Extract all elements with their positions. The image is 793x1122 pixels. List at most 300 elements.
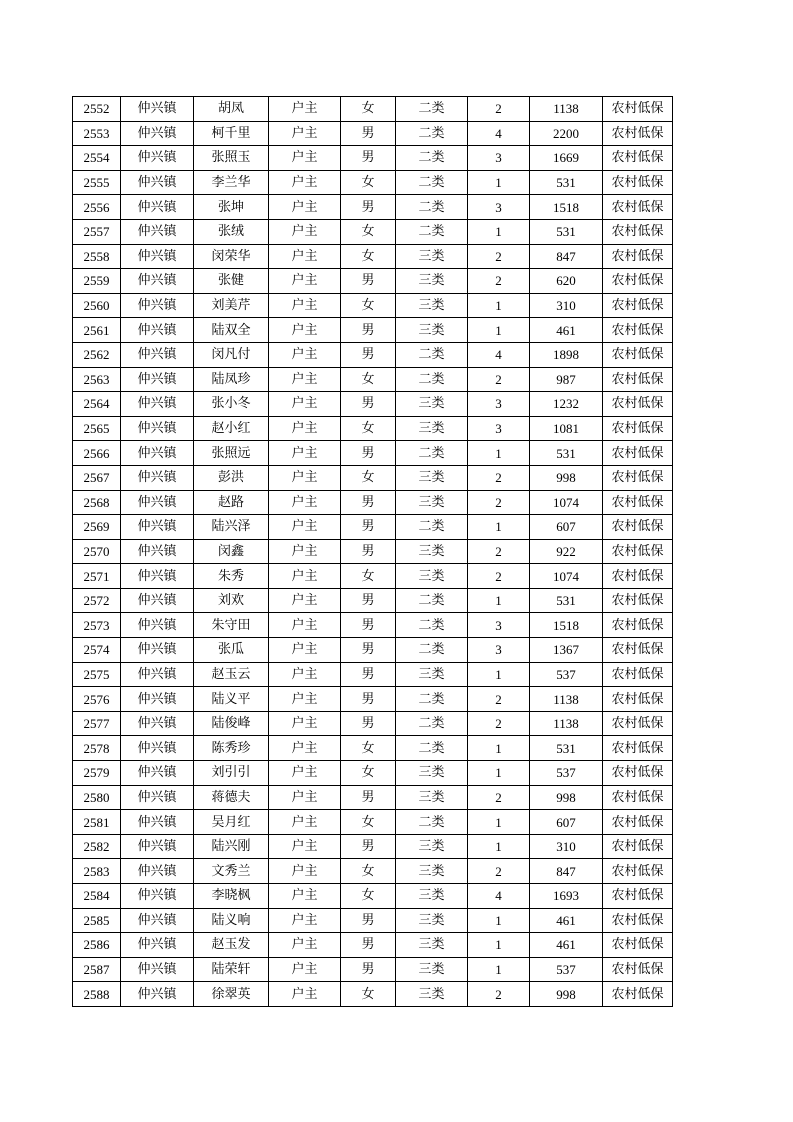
town-cell: 仲兴镇 <box>121 711 194 736</box>
assistance-type-cell: 农村低保 <box>603 392 673 417</box>
gender-cell: 女 <box>341 736 396 761</box>
name-cell: 陆荣轩 <box>194 957 269 982</box>
relation-cell: 户主 <box>269 908 341 933</box>
gender-cell: 男 <box>341 490 396 515</box>
table-row <box>73 367 673 392</box>
town-cell: 仲兴镇 <box>121 318 194 343</box>
town-cell: 仲兴镇 <box>121 982 194 1007</box>
name-cell: 张小冬 <box>194 392 269 417</box>
household-size-cell: 3 <box>468 638 530 663</box>
row-number-cell: 2566 <box>73 441 121 466</box>
amount-cell: 537 <box>530 662 603 687</box>
town-cell: 仲兴镇 <box>121 638 194 663</box>
assistance-type-cell: 农村低保 <box>603 342 673 367</box>
household-size-cell: 4 <box>468 884 530 909</box>
row-number-cell: 2556 <box>73 195 121 220</box>
name-cell: 胡凤 <box>194 97 269 122</box>
row-number-cell: 2565 <box>73 416 121 441</box>
household-size-cell: 1 <box>468 318 530 343</box>
name-cell: 彭洪 <box>194 465 269 490</box>
category-cell: 二类 <box>396 515 468 540</box>
town-cell: 仲兴镇 <box>121 392 194 417</box>
household-size-cell: 1 <box>468 441 530 466</box>
town-cell: 仲兴镇 <box>121 588 194 613</box>
relation-cell: 户主 <box>269 613 341 638</box>
row-number-cell: 2554 <box>73 146 121 171</box>
relation-cell: 户主 <box>269 219 341 244</box>
assistance-type-cell: 农村低保 <box>603 588 673 613</box>
name-cell: 陆兴泽 <box>194 515 269 540</box>
category-cell: 三类 <box>396 957 468 982</box>
assistance-type-cell: 农村低保 <box>603 539 673 564</box>
category-cell: 三类 <box>396 884 468 909</box>
row-number-cell: 2580 <box>73 785 121 810</box>
gender-cell: 女 <box>341 465 396 490</box>
gender-cell: 女 <box>341 564 396 589</box>
household-size-cell: 3 <box>468 416 530 441</box>
row-number-cell: 2588 <box>73 982 121 1007</box>
town-cell: 仲兴镇 <box>121 884 194 909</box>
category-cell: 二类 <box>396 97 468 122</box>
assistance-type-cell: 农村低保 <box>603 219 673 244</box>
household-size-cell: 3 <box>468 146 530 171</box>
row-number-cell: 2555 <box>73 170 121 195</box>
household-size-cell: 4 <box>468 342 530 367</box>
town-cell: 仲兴镇 <box>121 662 194 687</box>
amount-cell: 461 <box>530 933 603 958</box>
category-cell: 三类 <box>396 859 468 884</box>
town-cell: 仲兴镇 <box>121 933 194 958</box>
assistance-type-cell: 农村低保 <box>603 687 673 712</box>
table-row <box>73 539 673 564</box>
amount-cell: 1669 <box>530 146 603 171</box>
row-number-cell: 2587 <box>73 957 121 982</box>
household-size-cell: 2 <box>468 859 530 884</box>
category-cell: 三类 <box>396 539 468 564</box>
gender-cell: 女 <box>341 416 396 441</box>
category-cell: 二类 <box>396 219 468 244</box>
table-row <box>73 711 673 736</box>
table-row <box>73 293 673 318</box>
relation-cell: 户主 <box>269 785 341 810</box>
town-cell: 仲兴镇 <box>121 908 194 933</box>
name-cell: 朱秀 <box>194 564 269 589</box>
table-row <box>73 465 673 490</box>
table-row <box>73 490 673 515</box>
assistance-type-cell: 农村低保 <box>603 638 673 663</box>
household-size-cell: 1 <box>468 736 530 761</box>
name-cell: 刘美芹 <box>194 293 269 318</box>
table-row <box>73 834 673 859</box>
row-number-cell: 2573 <box>73 613 121 638</box>
household-size-cell: 2 <box>468 785 530 810</box>
assistance-type-cell: 农村低保 <box>603 293 673 318</box>
table-row <box>73 170 673 195</box>
category-cell: 三类 <box>396 761 468 786</box>
relation-cell: 户主 <box>269 588 341 613</box>
assistance-type-cell: 农村低保 <box>603 785 673 810</box>
amount-cell: 1138 <box>530 97 603 122</box>
row-number-cell: 2571 <box>73 564 121 589</box>
amount-cell: 998 <box>530 982 603 1007</box>
category-cell: 三类 <box>396 908 468 933</box>
category-cell: 二类 <box>396 146 468 171</box>
relation-cell: 户主 <box>269 318 341 343</box>
household-size-cell: 1 <box>468 588 530 613</box>
category-cell: 三类 <box>396 933 468 958</box>
category-cell: 二类 <box>396 613 468 638</box>
assistance-type-cell: 农村低保 <box>603 859 673 884</box>
name-cell: 张瓜 <box>194 638 269 663</box>
row-number-cell: 2558 <box>73 244 121 269</box>
relation-cell: 户主 <box>269 170 341 195</box>
row-number-cell: 2557 <box>73 219 121 244</box>
name-cell: 张健 <box>194 269 269 294</box>
name-cell: 文秀兰 <box>194 859 269 884</box>
relation-cell: 户主 <box>269 490 341 515</box>
relation-cell: 户主 <box>269 711 341 736</box>
amount-cell: 847 <box>530 244 603 269</box>
category-cell: 二类 <box>396 736 468 761</box>
amount-cell: 1693 <box>530 884 603 909</box>
assistance-type-cell: 农村低保 <box>603 269 673 294</box>
town-cell: 仲兴镇 <box>121 146 194 171</box>
amount-cell: 987 <box>530 367 603 392</box>
row-number-cell: 2564 <box>73 392 121 417</box>
household-size-cell: 1 <box>468 908 530 933</box>
assistance-type-cell: 农村低保 <box>603 736 673 761</box>
amount-cell: 1518 <box>530 613 603 638</box>
table-row <box>73 219 673 244</box>
row-number-cell: 2582 <box>73 834 121 859</box>
household-size-cell: 2 <box>468 490 530 515</box>
amount-cell: 1898 <box>530 342 603 367</box>
amount-cell: 531 <box>530 736 603 761</box>
gender-cell: 男 <box>341 515 396 540</box>
amount-cell: 531 <box>530 588 603 613</box>
assistance-type-cell: 农村低保 <box>603 810 673 835</box>
category-cell: 三类 <box>396 392 468 417</box>
table-row <box>73 121 673 146</box>
category-cell: 二类 <box>396 711 468 736</box>
assistance-type-cell: 农村低保 <box>603 957 673 982</box>
town-cell: 仲兴镇 <box>121 515 194 540</box>
name-cell: 陆兴刚 <box>194 834 269 859</box>
name-cell: 陈秀珍 <box>194 736 269 761</box>
household-size-cell: 2 <box>468 711 530 736</box>
assistance-type-cell: 农村低保 <box>603 244 673 269</box>
assistance-type-cell: 农村低保 <box>603 367 673 392</box>
gender-cell: 男 <box>341 392 396 417</box>
name-cell: 赵路 <box>194 490 269 515</box>
category-cell: 二类 <box>396 810 468 835</box>
category-cell: 三类 <box>396 416 468 441</box>
name-cell: 徐翠英 <box>194 982 269 1007</box>
gender-cell: 男 <box>341 195 396 220</box>
household-size-cell: 2 <box>468 465 530 490</box>
household-size-cell: 1 <box>468 761 530 786</box>
household-size-cell: 2 <box>468 367 530 392</box>
name-cell: 李晓枫 <box>194 884 269 909</box>
row-number-cell: 2560 <box>73 293 121 318</box>
relation-cell: 户主 <box>269 736 341 761</box>
relation-cell: 户主 <box>269 810 341 835</box>
town-cell: 仲兴镇 <box>121 219 194 244</box>
assistance-type-cell: 农村低保 <box>603 613 673 638</box>
amount-cell: 310 <box>530 293 603 318</box>
category-cell: 二类 <box>396 687 468 712</box>
town-cell: 仲兴镇 <box>121 761 194 786</box>
assistance-type-cell: 农村低保 <box>603 761 673 786</box>
relation-cell: 户主 <box>269 982 341 1007</box>
table-row <box>73 588 673 613</box>
gender-cell: 女 <box>341 219 396 244</box>
gender-cell: 男 <box>341 638 396 663</box>
amount-cell: 2200 <box>530 121 603 146</box>
category-cell: 二类 <box>396 367 468 392</box>
town-cell: 仲兴镇 <box>121 859 194 884</box>
gender-cell: 男 <box>341 318 396 343</box>
relation-cell: 户主 <box>269 662 341 687</box>
assistance-type-cell: 农村低保 <box>603 490 673 515</box>
relation-cell: 户主 <box>269 441 341 466</box>
row-number-cell: 2583 <box>73 859 121 884</box>
town-cell: 仲兴镇 <box>121 465 194 490</box>
town-cell: 仲兴镇 <box>121 957 194 982</box>
name-cell: 吴月红 <box>194 810 269 835</box>
name-cell: 张照玉 <box>194 146 269 171</box>
table-row <box>73 342 673 367</box>
gender-cell: 男 <box>341 146 396 171</box>
row-number-cell: 2585 <box>73 908 121 933</box>
table-row <box>73 441 673 466</box>
amount-cell: 1232 <box>530 392 603 417</box>
gender-cell: 男 <box>341 711 396 736</box>
relation-cell: 户主 <box>269 957 341 982</box>
name-cell: 闵凡付 <box>194 342 269 367</box>
relation-cell: 户主 <box>269 392 341 417</box>
category-cell: 三类 <box>396 490 468 515</box>
category-cell: 三类 <box>396 834 468 859</box>
relation-cell: 户主 <box>269 465 341 490</box>
town-cell: 仲兴镇 <box>121 293 194 318</box>
table-row <box>73 97 673 122</box>
amount-cell: 1367 <box>530 638 603 663</box>
gender-cell: 男 <box>341 539 396 564</box>
gender-cell: 男 <box>341 441 396 466</box>
category-cell: 二类 <box>396 195 468 220</box>
household-size-cell: 1 <box>468 810 530 835</box>
table-row <box>73 982 673 1007</box>
table-row <box>73 662 673 687</box>
town-cell: 仲兴镇 <box>121 244 194 269</box>
relation-cell: 户主 <box>269 244 341 269</box>
assistance-type-cell: 农村低保 <box>603 121 673 146</box>
category-cell: 三类 <box>396 318 468 343</box>
table-row <box>73 859 673 884</box>
relation-cell: 户主 <box>269 269 341 294</box>
gender-cell: 男 <box>341 121 396 146</box>
row-number-cell: 2577 <box>73 711 121 736</box>
town-cell: 仲兴镇 <box>121 687 194 712</box>
table-row <box>73 318 673 343</box>
table-row <box>73 195 673 220</box>
gender-cell: 男 <box>341 957 396 982</box>
gender-cell: 女 <box>341 982 396 1007</box>
gender-cell: 女 <box>341 859 396 884</box>
relation-cell: 户主 <box>269 367 341 392</box>
gender-cell: 男 <box>341 785 396 810</box>
table-row <box>73 146 673 171</box>
category-cell: 三类 <box>396 662 468 687</box>
gender-cell: 男 <box>341 933 396 958</box>
household-size-cell: 1 <box>468 515 530 540</box>
category-cell: 二类 <box>396 638 468 663</box>
amount-cell: 537 <box>530 761 603 786</box>
amount-cell: 1138 <box>530 711 603 736</box>
name-cell: 赵小红 <box>194 416 269 441</box>
household-size-cell: 2 <box>468 244 530 269</box>
table-row <box>73 957 673 982</box>
row-number-cell: 2563 <box>73 367 121 392</box>
assistance-type-cell: 农村低保 <box>603 834 673 859</box>
amount-cell: 461 <box>530 908 603 933</box>
name-cell: 李兰华 <box>194 170 269 195</box>
category-cell: 三类 <box>396 269 468 294</box>
gender-cell: 男 <box>341 908 396 933</box>
amount-cell: 1138 <box>530 687 603 712</box>
assistance-type-cell: 农村低保 <box>603 97 673 122</box>
gender-cell: 女 <box>341 170 396 195</box>
name-cell: 陆俊峰 <box>194 711 269 736</box>
amount-cell: 620 <box>530 269 603 294</box>
relation-cell: 户主 <box>269 146 341 171</box>
name-cell: 刘引引 <box>194 761 269 786</box>
household-size-cell: 1 <box>468 834 530 859</box>
table-row <box>73 736 673 761</box>
row-number-cell: 2578 <box>73 736 121 761</box>
table-row <box>73 269 673 294</box>
table-row <box>73 761 673 786</box>
gender-cell: 女 <box>341 810 396 835</box>
name-cell: 蒋德夫 <box>194 785 269 810</box>
name-cell: 陆凤珍 <box>194 367 269 392</box>
category-cell: 三类 <box>396 293 468 318</box>
relation-cell: 户主 <box>269 834 341 859</box>
category-cell: 三类 <box>396 982 468 1007</box>
household-size-cell: 1 <box>468 933 530 958</box>
table-row <box>73 785 673 810</box>
gender-cell: 女 <box>341 761 396 786</box>
category-cell: 三类 <box>396 465 468 490</box>
category-cell: 三类 <box>396 564 468 589</box>
table-row <box>73 908 673 933</box>
row-number-cell: 2567 <box>73 465 121 490</box>
household-size-cell: 1 <box>468 219 530 244</box>
gender-cell: 男 <box>341 588 396 613</box>
town-cell: 仲兴镇 <box>121 564 194 589</box>
amount-cell: 922 <box>530 539 603 564</box>
row-number-cell: 2579 <box>73 761 121 786</box>
town-cell: 仲兴镇 <box>121 269 194 294</box>
name-cell: 闵荣华 <box>194 244 269 269</box>
name-cell: 闵鑫 <box>194 539 269 564</box>
gender-cell: 男 <box>341 613 396 638</box>
table-row <box>73 687 673 712</box>
name-cell: 刘欢 <box>194 588 269 613</box>
amount-cell: 1074 <box>530 564 603 589</box>
data-table <box>72 96 673 1007</box>
town-cell: 仲兴镇 <box>121 97 194 122</box>
row-number-cell: 2581 <box>73 810 121 835</box>
category-cell: 二类 <box>396 170 468 195</box>
row-number-cell: 2572 <box>73 588 121 613</box>
row-number-cell: 2584 <box>73 884 121 909</box>
relation-cell: 户主 <box>269 859 341 884</box>
amount-cell: 998 <box>530 785 603 810</box>
gender-cell: 女 <box>341 293 396 318</box>
relation-cell: 户主 <box>269 761 341 786</box>
assistance-type-cell: 农村低保 <box>603 465 673 490</box>
household-size-cell: 1 <box>468 662 530 687</box>
assistance-type-cell: 农村低保 <box>603 982 673 1007</box>
row-number-cell: 2576 <box>73 687 121 712</box>
amount-cell: 998 <box>530 465 603 490</box>
name-cell: 陆义平 <box>194 687 269 712</box>
assistance-type-cell: 农村低保 <box>603 146 673 171</box>
gender-cell: 女 <box>341 884 396 909</box>
row-number-cell: 2569 <box>73 515 121 540</box>
town-cell: 仲兴镇 <box>121 490 194 515</box>
amount-cell: 847 <box>530 859 603 884</box>
assistance-type-cell: 农村低保 <box>603 318 673 343</box>
row-number-cell: 2575 <box>73 662 121 687</box>
table-body <box>73 97 673 1007</box>
amount-cell: 461 <box>530 318 603 343</box>
table-row <box>73 564 673 589</box>
household-size-cell: 1 <box>468 957 530 982</box>
town-cell: 仲兴镇 <box>121 170 194 195</box>
name-cell: 陆义响 <box>194 908 269 933</box>
relation-cell: 户主 <box>269 884 341 909</box>
table-row <box>73 244 673 269</box>
amount-cell: 531 <box>530 170 603 195</box>
gender-cell: 男 <box>341 687 396 712</box>
amount-cell: 1518 <box>530 195 603 220</box>
town-cell: 仲兴镇 <box>121 121 194 146</box>
relation-cell: 户主 <box>269 933 341 958</box>
household-size-cell: 2 <box>468 564 530 589</box>
assistance-type-cell: 农村低保 <box>603 416 673 441</box>
category-cell: 二类 <box>396 588 468 613</box>
amount-cell: 1074 <box>530 490 603 515</box>
relation-cell: 户主 <box>269 564 341 589</box>
town-cell: 仲兴镇 <box>121 195 194 220</box>
town-cell: 仲兴镇 <box>121 785 194 810</box>
row-number-cell: 2561 <box>73 318 121 343</box>
household-size-cell: 4 <box>468 121 530 146</box>
household-size-cell: 2 <box>468 269 530 294</box>
amount-cell: 531 <box>530 219 603 244</box>
assistance-type-cell: 农村低保 <box>603 170 673 195</box>
table-row <box>73 613 673 638</box>
name-cell: 陆双全 <box>194 318 269 343</box>
row-number-cell: 2559 <box>73 269 121 294</box>
assistance-type-cell: 农村低保 <box>603 195 673 220</box>
assistance-type-cell: 农村低保 <box>603 711 673 736</box>
household-size-cell: 2 <box>468 982 530 1007</box>
amount-cell: 1081 <box>530 416 603 441</box>
